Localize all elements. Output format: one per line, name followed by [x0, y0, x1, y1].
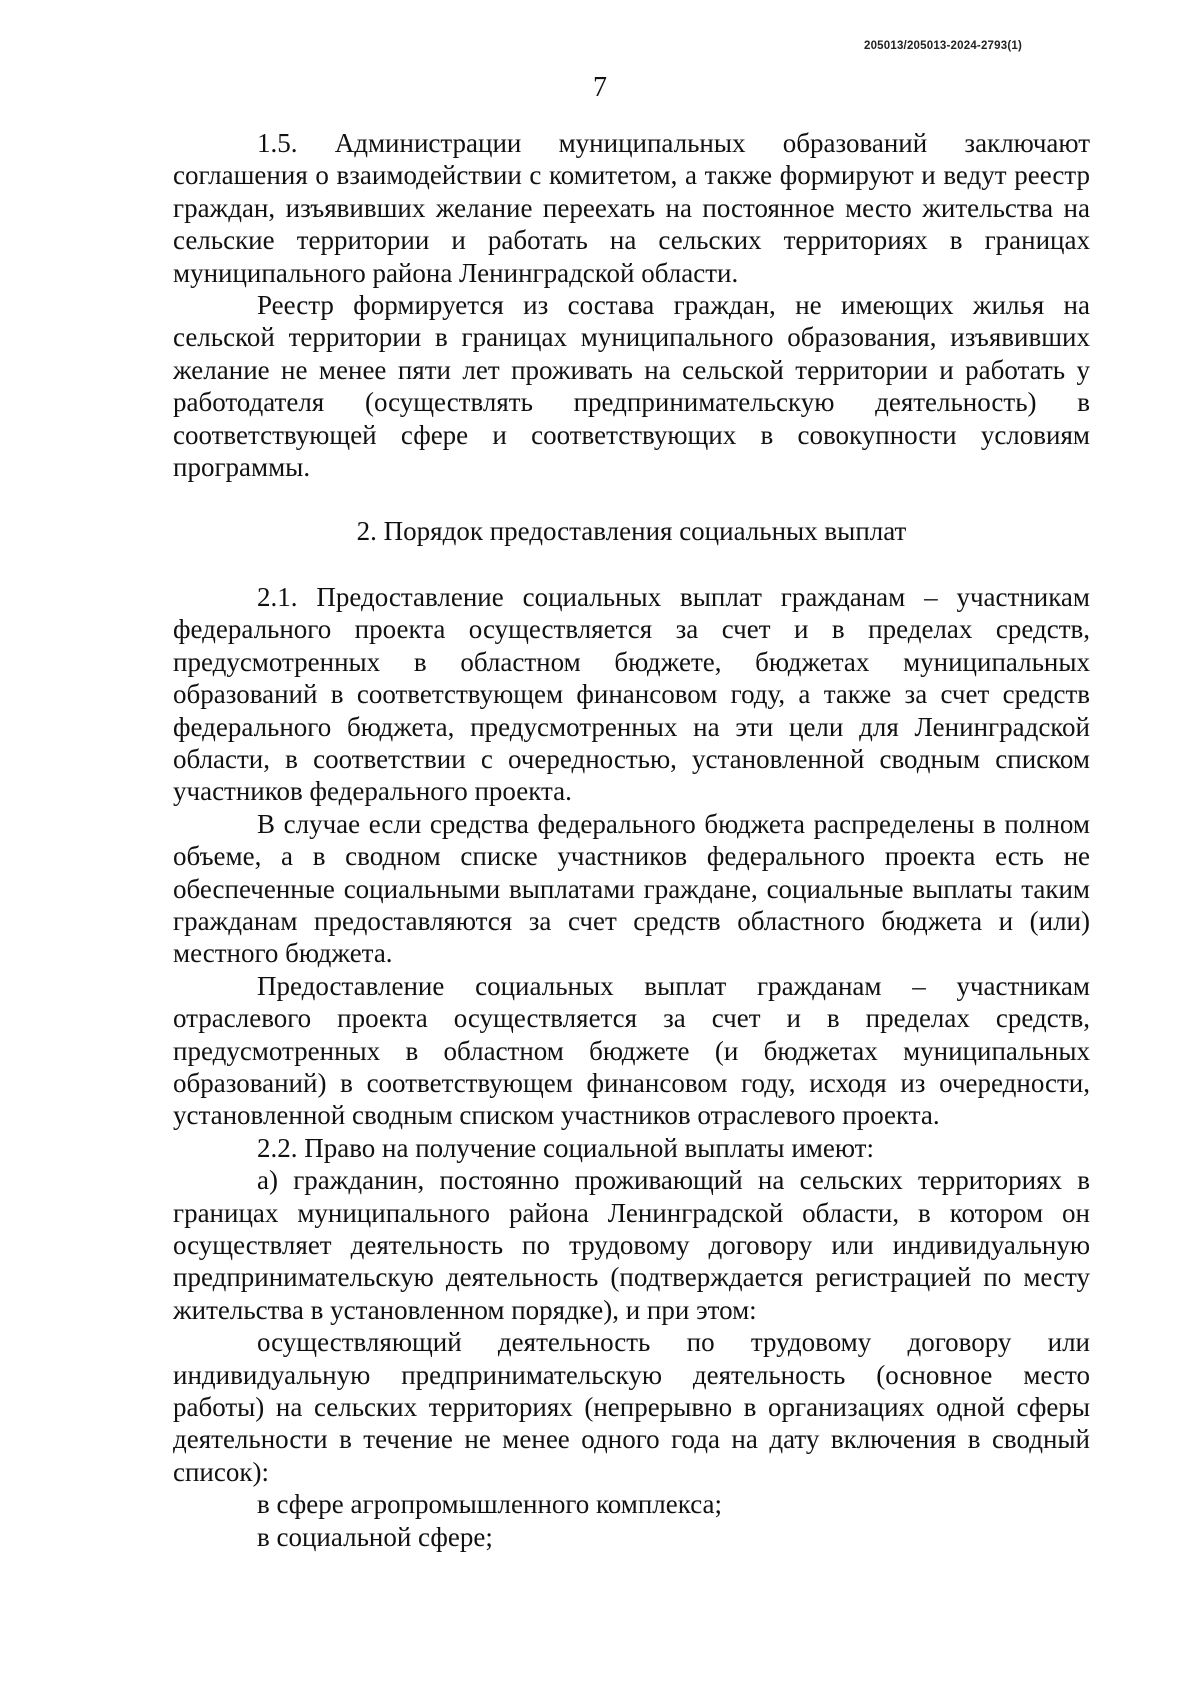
- paragraph-2-2: 2.2. Право на получение социальной выплаты имеют:: [257, 1132, 874, 1163]
- paragraph-sectoral-project: Предоставление социальных выплат гражданам – участникам отраслевого проекта осуществляется за счет и в пределах средств, предусмотренных в областном бюджете (и бюджетах муниципальных образований) в соответствующем финансовом году, исходя из очередности, установленной сводным списком участников отраслевого проекта.: [173, 970, 1090, 1131]
- paragraph-federal-budget: В случае если средства федерального бюджета распределены в полном объеме, а в сводном списке участников федерального проекта есть не обеспеченные социальными выплатами граждане, социальные выплаты таким гражданам предоставляются за счет средств областного бюджета и (или) местного бюджета.: [173, 808, 1090, 969]
- list-item-social: в социальной сфере;: [257, 1521, 493, 1552]
- page-number: 7: [593, 72, 607, 103]
- document-registration-number: 205013/205013-2024-2793(1): [863, 40, 1022, 52]
- list-item-agro: в сфере агропромышленного комплекса;: [257, 1489, 723, 1520]
- paragraph-2-1: 2.1. Предоставление социальных выплат гражданам – участникам федерального проекта осуществляется за счет и в пределах средств, предусмотренных в областном бюджете, бюджетах муниципальных образований в соответствующем финансовом году, а также за счет средств федерального бюджета, предусмотренных на эти цели для Ленинградской области, в соответствии с очередностью, установленной сводным списком участников федерального проекта.: [173, 581, 1090, 807]
- document-body: [173, 127, 1090, 1553]
- section-heading-2: 2. Порядок предоставления социальных выплат: [356, 516, 907, 547]
- paragraph-registry: Реестр формируется из состава граждан, не имеющих жилья на сельской территории в границах муниципального образования, изъявивших желание не менее пяти лет проживать на сельской территории и работать у работодателя (осуществлять предпринимательскую деятельность) в соответствующей сфере и соответствующих в совокупности условиям программы.: [173, 290, 1090, 483]
- paragraph-employment-condition: осуществляющий деятельность по трудовому договору или индивидуальную предпринимательскую деятельность (основное место работы) на сельских территориях (непрерывно в организациях одной сферы деятельности в течение не менее одного года на дату включения в сводный список):: [173, 1327, 1090, 1487]
- paragraph-1-5: 1.5. Администрации муниципальных образований заключают соглашения о взаимодействии с комитетом, а также формируют и ведут реестр граждан, изъявивших желание переехать на постоянное место жительства на сельские территории и работать на сельских территориях в границах муниципального района Ленинградской области.: [173, 128, 1090, 288]
- paragraph-2-2-a: а) гражданин, постоянно проживающий на сельских территориях в границах муниципального района Ленинградской области, в котором он осуществляет деятельность по трудовому договору или индивидуальную предпринимательскую деятельность (подтверждается регистрацией по месту жительства в установленном порядке), и при этом:: [173, 1165, 1090, 1325]
